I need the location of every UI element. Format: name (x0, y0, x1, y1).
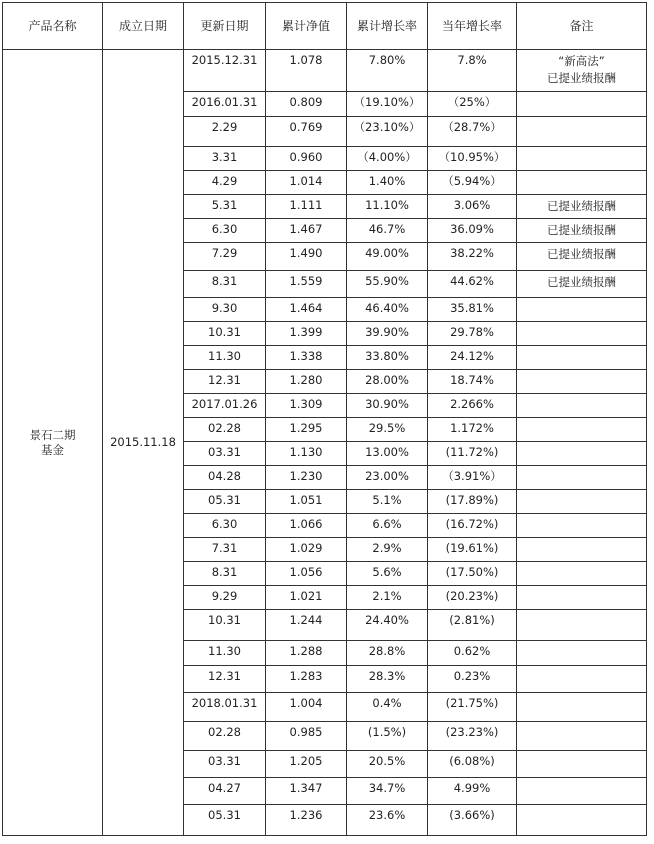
cumulative-nav-cell: 0.985 (266, 722, 347, 751)
header-cumulative-growth: 累计增长率 (347, 3, 428, 50)
remarks-cell (517, 147, 647, 171)
annual-growth-cell: (3.66%) (428, 805, 517, 836)
cumulative-nav-cell: 1.078 (266, 50, 347, 92)
remarks-cell (517, 346, 647, 370)
remarks-cell (517, 466, 647, 490)
cumulative-nav-cell: 1.066 (266, 514, 347, 538)
cumulative-growth-cell: （4.00%） (347, 147, 428, 171)
cumulative-growth-cell: （19.10%） (347, 92, 428, 117)
header-row (3, 3, 647, 50)
cumulative-nav-cell: 1.490 (266, 243, 347, 271)
cumulative-nav-cell: 1.014 (266, 171, 347, 195)
annual-growth-cell: 18.74% (428, 370, 517, 394)
cumulative-growth-cell: 5.1% (347, 490, 428, 514)
cumulative-growth-cell: 33.80% (347, 346, 428, 370)
annual-growth-cell: （28.7%） (428, 117, 517, 147)
remarks-cell (517, 666, 647, 693)
remarks-cell (517, 195, 647, 219)
cumulative-nav-cell: 1.029 (266, 538, 347, 562)
update-date-cell: 04.27 (184, 778, 266, 805)
header-update-date: 更新日期 (184, 3, 266, 50)
cumulative-growth-cell: 34.7% (347, 778, 428, 805)
cumulative-growth-cell: 55.90% (347, 271, 428, 298)
update-date-cell: 05.31 (184, 490, 266, 514)
cumulative-nav-cell: 1.283 (266, 666, 347, 693)
cumulative-growth-cell: 6.6% (347, 514, 428, 538)
annual-growth-cell: 4.99% (428, 778, 517, 805)
cumulative-growth-cell: (1.5%) (347, 722, 428, 751)
header-product-name: 产品名称 (3, 3, 103, 50)
header-remarks: 备注 (517, 3, 647, 50)
annual-growth-cell: (11.72%) (428, 442, 517, 466)
cumulative-nav-cell: 0.769 (266, 117, 347, 147)
cumulative-growth-cell: 11.10% (347, 195, 428, 219)
update-date-cell: 11.30 (184, 346, 266, 370)
cumulative-growth-cell: 28.3% (347, 666, 428, 693)
remark-line: 已提业绩报酬 (547, 247, 616, 261)
update-date-cell: 11.30 (184, 641, 266, 666)
cumulative-growth-cell: 46.40% (347, 298, 428, 322)
cumulative-growth-cell: 2.1% (347, 586, 428, 610)
update-date-cell: 02.28 (184, 418, 266, 442)
update-date-cell: 10.31 (184, 610, 266, 641)
update-date-cell: 7.31 (184, 538, 266, 562)
cumulative-growth-cell: 7.80% (347, 50, 428, 92)
annual-growth-cell: (17.50%) (428, 562, 517, 586)
product-name-line2: 基金 (41, 442, 64, 457)
annual-growth-cell: 7.8% (428, 50, 517, 92)
cumulative-nav-cell: 1.464 (266, 298, 347, 322)
cumulative-growth-cell: 28.00% (347, 370, 428, 394)
remark-line: 已提业绩报酬 (547, 71, 616, 85)
update-date-cell: 03.31 (184, 442, 266, 466)
annual-growth-cell: 1.172% (428, 418, 517, 442)
cumulative-nav-cell: 1.309 (266, 394, 347, 418)
annual-growth-cell: 0.62% (428, 641, 517, 666)
established-date-cell: 2015.11.18 (103, 50, 184, 836)
remarks-cell (517, 610, 647, 641)
annual-growth-cell: 36.09% (428, 219, 517, 243)
cumulative-growth-cell: 23.00% (347, 466, 428, 490)
annual-growth-cell: (17.89%) (428, 490, 517, 514)
annual-growth-cell: (21.75%) (428, 693, 517, 722)
cumulative-nav-cell: 0.960 (266, 147, 347, 171)
cumulative-nav-cell: 1.559 (266, 271, 347, 298)
update-date-cell: 2017.01.26 (184, 394, 266, 418)
update-date-cell: 04.28 (184, 466, 266, 490)
cumulative-growth-cell: 0.4% (347, 693, 428, 722)
table-row (3, 50, 647, 92)
annual-growth-cell: （5.94%） (428, 171, 517, 195)
cumulative-nav-cell: 1.295 (266, 418, 347, 442)
cumulative-growth-cell: 13.00% (347, 442, 428, 466)
remarks-cell (517, 394, 647, 418)
cumulative-nav-cell: 1.021 (266, 586, 347, 610)
annual-growth-cell: 38.22% (428, 243, 517, 271)
update-date-cell: 03.31 (184, 751, 266, 778)
annual-growth-cell: 35.81% (428, 298, 517, 322)
remarks-cell (517, 298, 647, 322)
update-date-cell: 8.31 (184, 271, 266, 298)
annual-growth-cell: 3.06% (428, 195, 517, 219)
remarks-cell (517, 243, 647, 271)
cumulative-growth-cell: 46.7% (347, 219, 428, 243)
update-date-cell: 10.31 (184, 322, 266, 346)
remarks-cell (517, 418, 647, 442)
cumulative-nav-cell: 1.399 (266, 322, 347, 346)
remark-line: 已提业绩报酬 (547, 223, 616, 237)
remarks-cell (517, 641, 647, 666)
cumulative-growth-cell: 28.8% (347, 641, 428, 666)
cumulative-nav-cell: 1.347 (266, 778, 347, 805)
cumulative-nav-cell: 1.004 (266, 693, 347, 722)
remarks-cell (517, 50, 647, 92)
remarks-cell (517, 442, 647, 466)
cumulative-growth-cell: 1.40% (347, 171, 428, 195)
annual-growth-cell: （10.95%） (428, 147, 517, 171)
remarks-cell (517, 219, 647, 243)
cumulative-nav-cell: 1.111 (266, 195, 347, 219)
remarks-cell (517, 370, 647, 394)
cumulative-nav-cell: 1.280 (266, 370, 347, 394)
annual-growth-cell: 0.23% (428, 666, 517, 693)
cumulative-growth-cell: 39.90% (347, 322, 428, 346)
cumulative-growth-cell: 29.5% (347, 418, 428, 442)
cumulative-nav-cell: 0.809 (266, 92, 347, 117)
annual-growth-cell: 24.12% (428, 346, 517, 370)
cumulative-growth-cell: 5.6% (347, 562, 428, 586)
annual-growth-cell: (6.08%) (428, 751, 517, 778)
remarks-cell (517, 751, 647, 778)
annual-growth-cell: (23.23%) (428, 722, 517, 751)
update-date-cell: 4.29 (184, 171, 266, 195)
cumulative-nav-cell: 1.244 (266, 610, 347, 641)
product-name-cell (3, 50, 103, 836)
cumulative-nav-cell: 1.467 (266, 219, 347, 243)
remarks-cell (517, 805, 647, 836)
update-date-cell: 02.28 (184, 722, 266, 751)
annual-growth-cell: 2.266% (428, 394, 517, 418)
cumulative-nav-cell: 1.051 (266, 490, 347, 514)
cumulative-growth-cell: 2.9% (347, 538, 428, 562)
remarks-cell (517, 271, 647, 298)
cumulative-growth-cell: 49.00% (347, 243, 428, 271)
remarks-cell (517, 322, 647, 346)
remarks-cell (517, 538, 647, 562)
update-date-cell: 6.30 (184, 514, 266, 538)
annual-growth-cell: （3.91%） (428, 466, 517, 490)
remarks-cell (517, 778, 647, 805)
annual-growth-cell: (2.81%) (428, 610, 517, 641)
update-date-cell: 6.30 (184, 219, 266, 243)
remark-line: 已提业绩报酬 (547, 275, 616, 289)
fund-nav-table (2, 2, 647, 836)
annual-growth-cell: (19.61%) (428, 538, 517, 562)
remarks-cell (517, 693, 647, 722)
update-date-cell: 9.30 (184, 298, 266, 322)
remarks-cell (517, 490, 647, 514)
remarks-cell (517, 171, 647, 195)
update-date-cell: 2015.12.31 (184, 50, 266, 92)
cumulative-growth-cell: （23.10%） (347, 117, 428, 147)
update-date-cell: 9.29 (184, 586, 266, 610)
cumulative-nav-cell: 1.130 (266, 442, 347, 466)
cumulative-nav-cell: 1.205 (266, 751, 347, 778)
remarks-cell (517, 562, 647, 586)
cumulative-nav-cell: 1.338 (266, 346, 347, 370)
cumulative-growth-cell: 20.5% (347, 751, 428, 778)
remarks-cell (517, 92, 647, 117)
remarks-cell (517, 514, 647, 538)
update-date-cell: 8.31 (184, 562, 266, 586)
update-date-cell: 12.31 (184, 370, 266, 394)
remark-line: 已提业绩报酬 (547, 199, 616, 213)
product-name-line1: 景石二期 (29, 427, 76, 442)
update-date-cell: 12.31 (184, 666, 266, 693)
annual-growth-cell: 29.78% (428, 322, 517, 346)
annual-growth-cell: （25%） (428, 92, 517, 117)
remarks-cell (517, 586, 647, 610)
annual-growth-cell: (20.23%) (428, 586, 517, 610)
header-established-date: 成立日期 (103, 3, 184, 50)
update-date-cell: 7.29 (184, 243, 266, 271)
cumulative-nav-cell: 1.288 (266, 641, 347, 666)
update-date-cell: 2018.01.31 (184, 693, 266, 722)
update-date-cell: 3.31 (184, 147, 266, 171)
cumulative-nav-cell: 1.236 (266, 805, 347, 836)
remarks-cell (517, 722, 647, 751)
cumulative-growth-cell: 24.40% (347, 610, 428, 641)
remarks-cell (517, 117, 647, 147)
update-date-cell: 2.29 (184, 117, 266, 147)
cumulative-growth-cell: 30.90% (347, 394, 428, 418)
cumulative-nav-cell: 1.230 (266, 466, 347, 490)
cumulative-growth-cell: 23.6% (347, 805, 428, 836)
cumulative-nav-cell: 1.056 (266, 562, 347, 586)
header-annual-growth: 当年增长率 (428, 3, 517, 50)
annual-growth-cell: (16.72%) (428, 514, 517, 538)
remark-line: “新高法” (558, 54, 605, 68)
update-date-cell: 5.31 (184, 195, 266, 219)
annual-growth-cell: 44.62% (428, 271, 517, 298)
update-date-cell: 2016.01.31 (184, 92, 266, 117)
header-cumulative-nav: 累计净值 (266, 3, 347, 50)
update-date-cell: 05.31 (184, 805, 266, 836)
